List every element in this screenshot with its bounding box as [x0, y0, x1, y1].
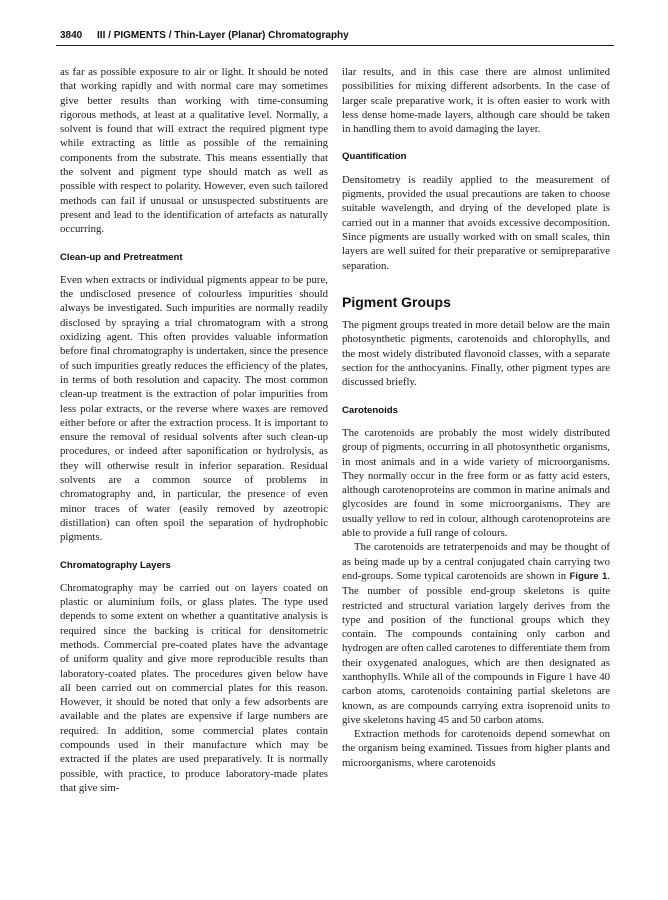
- page-number: 3840: [60, 30, 83, 41]
- paragraph: as far as possible exposure to air or light. It should be noted that working rapidly and with normal care may sometimes give better results than working with time-consuming rigorous methods, at least at a qualitative level. Normally, a solvent is found that will extract the required pigment type while extracting as little as possible of the remaining components from the substrate. This means essentially that the solvent and pigment type should match as well as possible with respect to polarity. However, even such tailored methods can fail if unusual or unsuspected substituents are present and lead to the identification of artefacts as naturally occurring.: [60, 66, 328, 236]
- running-title: III / PIGMENTS / Thin-Layer (Planar) Chromatography: [97, 30, 349, 41]
- header-rule: [56, 45, 614, 46]
- paragraph: Extraction methods for carotenoids depend somewhat on the organism being examined. Tissues from higher plants and microorganisms, where carotenoids: [342, 728, 610, 769]
- paragraph: The carotenoids are probably the most widely distributed group of pigments, occurring in all photosynthetic organisms, in most animals and in a wide variety of microorganisms. They normally occur in the free form or as fatty acid esters, although carotenoproteins are common in marine animals and glycosides are found in some microorganisms. They are usually yellow to red in colour, although carotenoproteins are able to provide a full range of colours.: [342, 426, 610, 540]
- right-column: [342, 65, 610, 770]
- paragraph: The pigment groups treated in more detail below are the main photosynthetic pigments, carotenoids and chlorophylls, and the most widely distributed flavonoid classes, with a separate section for the anthocyanins. Finally, other pigment types are discussed briefly.: [342, 319, 610, 389]
- section-heading-quantification: Quantification: [342, 151, 407, 163]
- paragraph-text: . The number of possible end-group skeletons is quite restricted and structural variation largely derives from the type and position of the functional groups which they contain. The compounds containing only carbon and hydrogen are often called carotenes to differentiate them from their oxygenated analogues, which are then designated as xanthophylls. While all of the compounds in Figure 1 have 40 carbon atoms, carotenoids containing partial skeletons are known, as are compounds carrying extra isoprenoid units to give skeletons having 45 and 50 carbon atoms.: [342, 569, 610, 726]
- left-column: [60, 65, 328, 795]
- paragraph-text: The carotenoids are tetraterpenoids and may be thought of as being made up by a central conjugated chain carrying two end-groups. Some typical carotenoids are shown in: [342, 541, 610, 582]
- running-header: [60, 30, 615, 41]
- paragraph: ilar results, and in this case there are almost unlimited possibilities for mixing different adsorbents. In the case of larger scale preparative work, it is often easier to work with less dense home-made layers, although care should be taken in handling them to avoid damaging the layer.: [342, 66, 610, 136]
- paragraph: Chromatography may be carried out on layers coated on plastic or aluminium foils, or glass plates. The type used depends to some extent on whether a quantitative analysis is required since the backing is critical for densitometric methods. Commercial pre-coated plates have the advantage of uniform quality and give more reproducible results than laboratory-coated plates. The procedures given below have all been carried out on commercial plates for this reason. However, it should be noted that only a few adsorbents are available and the plates are expensive if large numbers are required. In addition, some commercial plates contain compounds used in their manufacture which may be extracted if the plates are used preparatively. It is normally possible, with practice, to produce laboratory-made plates that give sim-: [60, 581, 328, 794]
- paragraph: Densitometry is readily applied to the measurement of pigments, provided the usual precautions are taken to choose suitable wavelength, and drying of the developed plate is carried out in a manner that avoids excessive decomposition. Since pigments are usually worked with on small scales, thin layers are well suited for their preparative or semipreparative separation.: [342, 173, 610, 272]
- section-heading-pigment-groups: Pigment Groups: [342, 293, 451, 310]
- paragraph: Even when extracts or individual pigments appear to be pure, the undisclosed presence of colourless impurities should always be investigated. Such impurities are normally readily disclosed by spraying a trial chromatogram with a strong oxidizing agent. This often provides valuable information before final chromatography is undertaken, since the presence of such impurities greatly reduces the efficiency of the plates, in terms of both resolution and capacity. The most common clean-up treatment is the extraction of polar impurities from less polar extracts, or the reverse where waxes are removed either before or after the extraction process. It is important to ensure the removal of residual solvents after such clean-up procedures, or indeed after saponification or hydrolysis, as they will otherwise result in inferior separation. Residual solvents are a common source of problems in chromatography and, in particular, the presence of even minor traces of water (easily removed by azeotropic distillation) can often spoil the separation of hydrophobic pigments.: [60, 273, 329, 544]
- paragraph: [342, 540, 610, 727]
- section-heading-carotenoids: Carotenoids: [342, 404, 398, 416]
- section-heading-cleanup: Clean-up and Pretreatment: [60, 251, 183, 263]
- section-heading-layers: Chromatography Layers: [60, 559, 171, 571]
- figure-reference-link[interactable]: Figure 1: [569, 570, 608, 582]
